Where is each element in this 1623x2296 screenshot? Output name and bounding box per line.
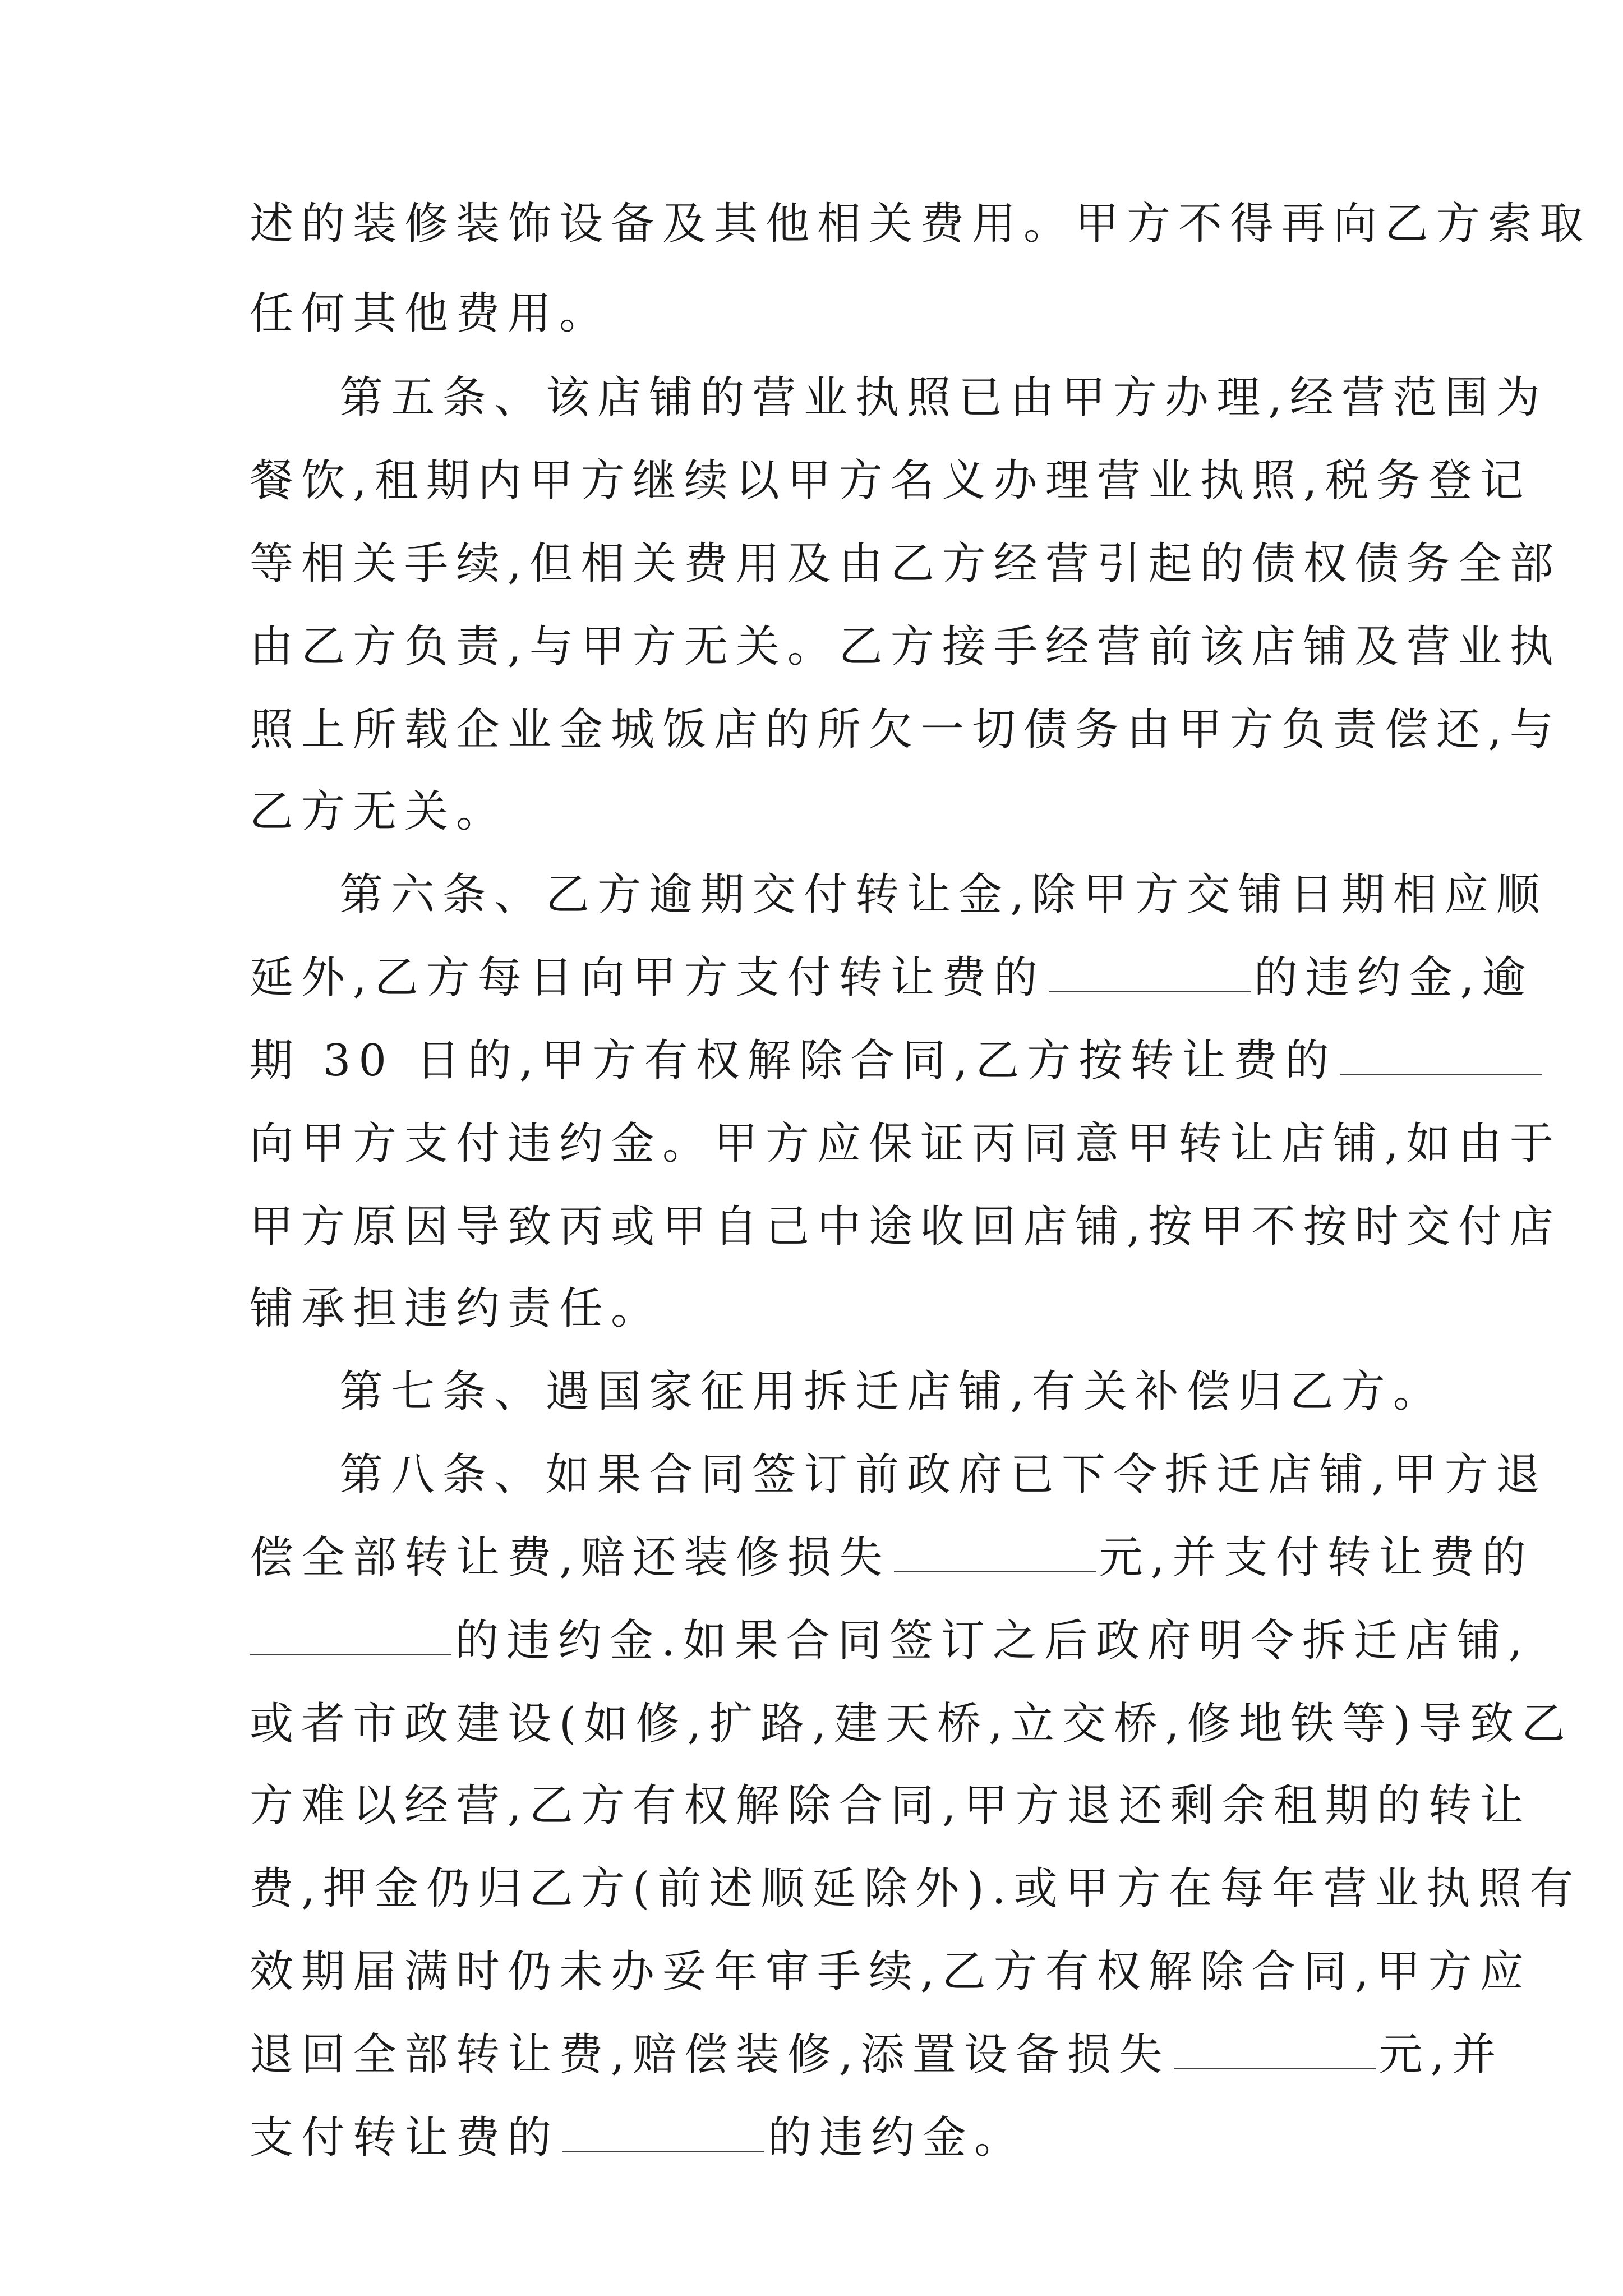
- article-5-heading-line: 第五条、该店铺的营业执照已由甲方办理,经营范围为: [339, 372, 1548, 423]
- fill-in-blank[interactable]: [1340, 1041, 1542, 1075]
- text-line: 铺承担违约责任。: [250, 1283, 663, 1334]
- fill-in-blank[interactable]: [894, 1538, 1096, 1572]
- text-line: 等相关手续,但相关费用及由乙方经营引起的债权债务全部: [250, 539, 1561, 589]
- text-line: 费,押金仍归乙方(前述顺延除外).或甲方在每年营业执照有: [250, 1864, 1581, 1914]
- text-line: 效期届满时仍未办妥年审手续,乙方有权解除合同,甲方应: [250, 1947, 1532, 1997]
- text-line-with-blank: [250, 1533, 1534, 1583]
- text-line: 餐饮,租期内甲方继续以甲方名义办理营业执照,税务登记: [250, 455, 1532, 506]
- text-line-with-blank: [250, 2113, 1026, 2163]
- text-line: 或者市政建设(如修,扩路,建天桥,立交桥,修地铁等)导致乙: [250, 1699, 1574, 1749]
- text-line: 方难以经营,乙方有权解除合同,甲方退还剩余租期的转让: [250, 1780, 1532, 1831]
- text-line: 乙方无关。: [250, 786, 508, 837]
- text-segment: 支付转让费的: [250, 2113, 560, 2163]
- text-line-with-blank: [250, 953, 1534, 1003]
- text-segment: 元,并: [1378, 2030, 1504, 2080]
- article-7-line: 第七条、遇国家征用拆迁店铺,有关补偿归乙方。: [339, 1366, 1445, 1417]
- fill-in-blank[interactable]: [1049, 958, 1251, 992]
- text-segment: 的违约金,逾: [1253, 953, 1534, 1003]
- text-segment: 偿全部转让费,赔还装修损失: [250, 1533, 891, 1583]
- text-line: 述的装修装饰设备及其他相关费用。甲方不得再向乙方索取: [250, 199, 1592, 249]
- text-segment: 期 30 日的,甲方有权解除合同,乙方按转让费的: [250, 1036, 1337, 1086]
- text-segment: 的违约金。: [768, 2113, 1026, 2163]
- article-6-heading-line: 第六条、乙方逾期交付转让金,除甲方交铺日期相应顺: [339, 869, 1548, 920]
- text-line: 任何其他费用。: [250, 288, 611, 339]
- text-segment: 的违约金.如果合同签订之后政府明令拆迁店铺,: [455, 1616, 1530, 1666]
- article-8-heading-line: 第八条、如果合同签订前政府已下令拆迁店铺,甲方退: [339, 1450, 1548, 1500]
- text-line: 甲方原因导致丙或甲自己中途收回店铺,按甲不按时交付店: [250, 1202, 1561, 1252]
- text-line-with-blank: [250, 2030, 1504, 2080]
- text-segment: 元,并支付转让费的: [1099, 1533, 1534, 1583]
- fill-in-blank[interactable]: [250, 1621, 451, 1655]
- text-line-with-blank: [250, 1616, 1530, 1666]
- text-line: 照上所载企业金城饭店的所欠一切债务由甲方负责偿还,与: [250, 705, 1561, 755]
- text-segment: 退回全部转让费,赔偿装修,添置设备损失: [250, 2030, 1170, 2080]
- text-line: 由乙方负责,与甲方无关。乙方接手经营前该店铺及营业执: [250, 622, 1561, 672]
- text-line: 向甲方支付违约金。甲方应保证丙同意甲转让店铺,如由于: [250, 1119, 1561, 1169]
- fill-in-blank[interactable]: [562, 2118, 764, 2152]
- fill-in-blank[interactable]: [1174, 2035, 1376, 2069]
- text-line-with-blank: [250, 1036, 1545, 1086]
- text-segment: 延外,乙方每日向甲方支付转让费的: [250, 953, 1045, 1003]
